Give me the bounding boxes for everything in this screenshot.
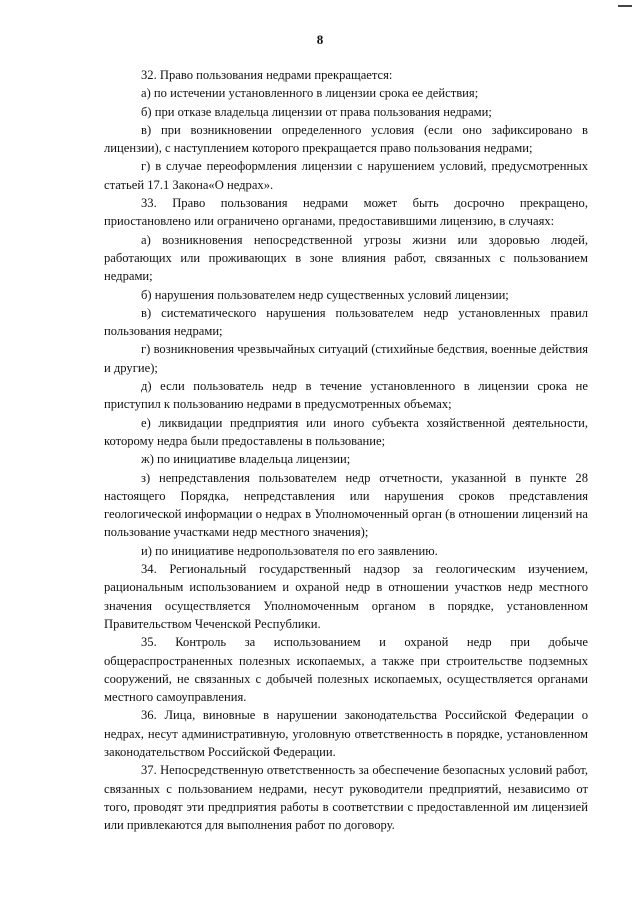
paragraph-33-g: г) возникновения чрезвычайных ситуаций (стихийные бедствия, военные действия и другие); xyxy=(104,342,588,375)
document-body xyxy=(104,66,588,834)
paragraph-32-a: а) по истечении установленного в лицензии срока ее действия; xyxy=(141,86,479,101)
paragraph-33-v: в) систематического нарушения пользователем недр установленных правил пользования недрами; xyxy=(104,305,588,339)
paragraph-32-b: б) при отказе владельца лицензии от права пользования недрами; xyxy=(141,104,492,119)
paragraph-32-v: в) при возникновении определенного условия (если оно зафиксировано в лицензии), с наступлением которого прекращается право пользования недрами; xyxy=(104,122,588,156)
paragraph-37: 37. Непосредственную ответственность за обеспечение безопасных условий работ, связанных с пользованием недрами, несут руководители предприятий, независимо от того, проводят эти предприятия работы в соответствии с предоставленной им лицензией или привлекаются для выполнения работ по договору. xyxy=(104,763,588,833)
paragraph-33: 33. Право пользования недрами может быть досрочно прекращено, приостановлено или ограничено органами, предоставившими лицензию, в случаях: xyxy=(104,196,588,229)
paragraph-36: 36. Лица, виновные в нарушении законодательства Российской Федерации о недрах, несут административную, уголовную ответственность в порядке, установленном законодательством Российской Федерации. xyxy=(104,708,588,759)
page-number: 8 xyxy=(316,32,324,47)
paragraph-33-a: а) возникновения непосредственной угрозы жизни или здоровью людей, работающих или проживающих в зоне влияния работ, связанных с пользованием недрами; xyxy=(104,232,588,284)
paragraph-32: 32. Право пользования недрами прекращается: xyxy=(141,68,393,82)
scan-corner-mark xyxy=(618,0,632,7)
paragraph-33-e: е) ликвидации предприятия или иного субъекта хозяйственной деятельности, которому недра были предоставлены в пользование; xyxy=(104,415,588,448)
paragraph-34: 34. Региональный государственный надзор за геологическим изучением, рациональным использованием и охраной недр в отношении участков недр местного значения осуществляется Уполномоченным органом в порядке, установленном Правительством Чеченской Республики. xyxy=(104,562,588,631)
paragraph-32-g: г) в случае переоформления лицензии с нарушением условий, предусмотренных статьей 17.1 Закона«О недрах». xyxy=(104,159,588,192)
paragraph-33-z: з) непредставления пользователем недр отчетности, указанной в пункте 28 настоящего Порядка, непредставления или нарушения сроков представления геологической информации о недрах в Уполномоченный орган (в отношении лицензий на пользование участками недр местного значения); xyxy=(104,470,588,540)
paragraph-35: 35. Контроль за использованием и охраной недр при добыче общераспространенных полезных ископаемых, а также при строительстве подземных сооружений, не связанных с добычей полезных ископаемых, осуществляется органами местного самоуправления. xyxy=(104,635,588,705)
paragraph-33-b: б) нарушения пользователем недр существенных условий лицензии; xyxy=(141,287,509,302)
paragraph-33-i: и) по инициативе недропользователя по его заявлению. xyxy=(141,543,438,558)
paragraph-33-zh: ж) по инициативе владельца лицензии; xyxy=(141,452,351,467)
paragraph-33-d: д) если пользователь недр в течение установленного в лицензии срока не приступил к пользованию недрами в предусмотренных объемах; xyxy=(104,379,588,412)
